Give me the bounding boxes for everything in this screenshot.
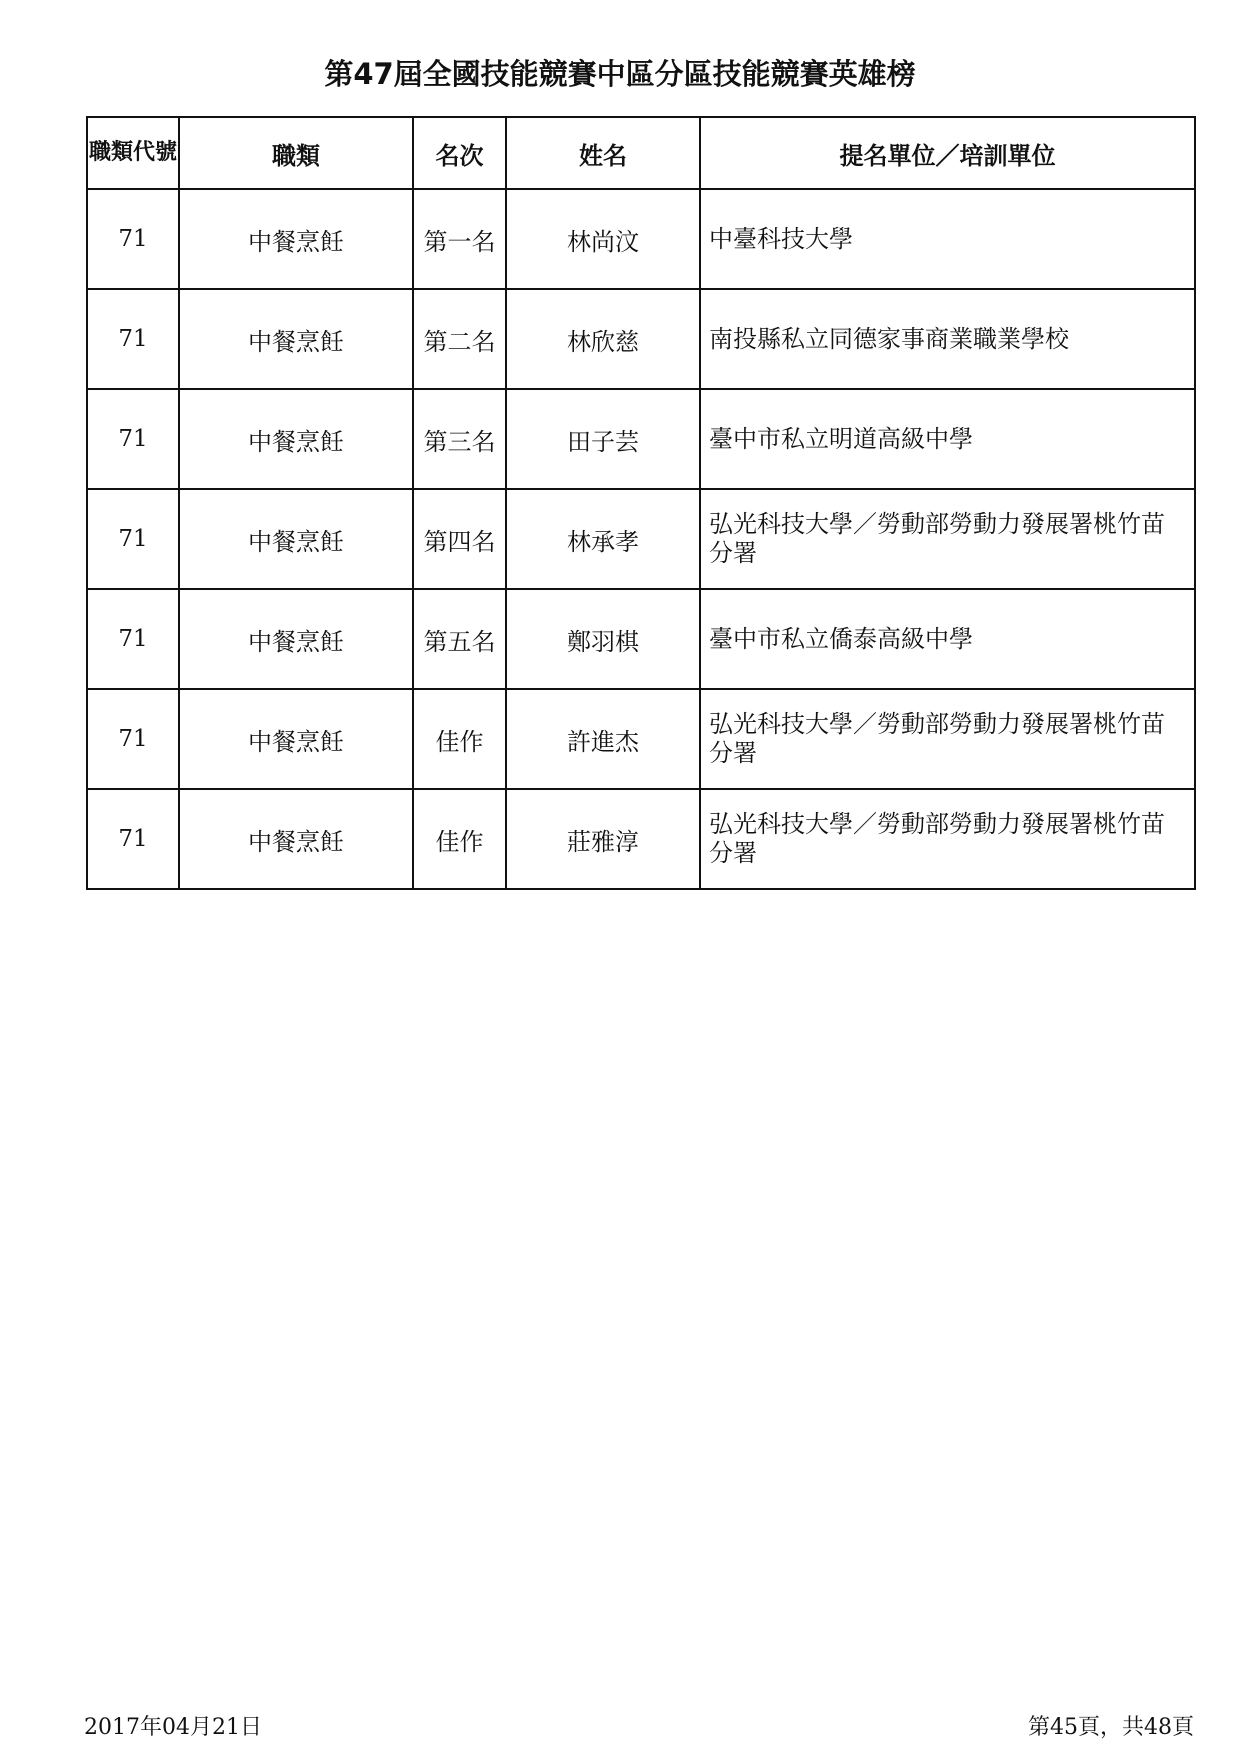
cell-code: 71 [87,289,179,389]
header-rank: 名次 [413,117,506,189]
cell-rank: 第三名 [413,389,506,489]
header-unit: 提名單位／培訓單位 [700,117,1195,189]
footer-page-number: 第45頁，共48頁 [1028,1715,1194,1740]
header-category: 職類 [179,117,413,189]
table-row [87,689,1195,789]
table-row [87,489,1195,589]
cell-name: 田子芸 [506,389,700,489]
cell-unit: 弘光科技大學／勞動部勞動力發展署桃竹苗分署 [700,489,1195,589]
cell-name: 林欣慈 [506,289,700,389]
cell-name: 許進杰 [506,689,700,789]
cell-rank: 第二名 [413,289,506,389]
cell-unit: 弘光科技大學／勞動部勞動力發展署桃竹苗分署 [700,689,1195,789]
table-row [87,289,1195,389]
cell-unit: 南投縣私立同德家事商業職業學校 [700,289,1195,389]
cell-name: 林尚汶 [506,189,700,289]
cell-code: 71 [87,589,179,689]
cell-unit: 臺中市私立明道高級中學 [700,389,1195,489]
table-header-row [87,117,1195,189]
cell-name: 莊雅淳 [506,789,700,889]
cell-category: 中餐烹飪 [179,389,413,489]
cell-rank: 佳作 [413,689,506,789]
cell-code: 71 [87,189,179,289]
header-name: 姓名 [506,117,700,189]
table-row [87,789,1195,889]
page-title: 第47屆全國技能競賽中區分區技能競賽英雄榜 [324,57,916,91]
cell-code: 71 [87,689,179,789]
cell-code: 71 [87,389,179,489]
header-code: 職類代號 [87,117,179,189]
cell-category: 中餐烹飪 [179,489,413,589]
cell-unit: 中臺科技大學 [700,189,1195,289]
cell-category: 中餐烹飪 [179,289,413,389]
table-row [87,389,1195,489]
table-row [87,189,1195,289]
cell-category: 中餐烹飪 [179,689,413,789]
footer-date: 2017年04月21日 [84,1715,262,1740]
cell-code: 71 [87,489,179,589]
cell-name: 鄭羽棋 [506,589,700,689]
cell-name: 林承孝 [506,489,700,589]
cell-category: 中餐烹飪 [179,789,413,889]
cell-rank: 佳作 [413,789,506,889]
table-row [87,589,1195,689]
cell-unit: 臺中市私立僑泰高級中學 [700,589,1195,689]
cell-rank: 第四名 [413,489,506,589]
cell-code: 71 [87,789,179,889]
cell-rank: 第一名 [413,189,506,289]
cell-rank: 第五名 [413,589,506,689]
cell-category: 中餐烹飪 [179,189,413,289]
cell-category: 中餐烹飪 [179,589,413,689]
cell-unit: 弘光科技大學／勞動部勞動力發展署桃竹苗分署 [700,789,1195,889]
hero-roster-table [86,116,1196,890]
